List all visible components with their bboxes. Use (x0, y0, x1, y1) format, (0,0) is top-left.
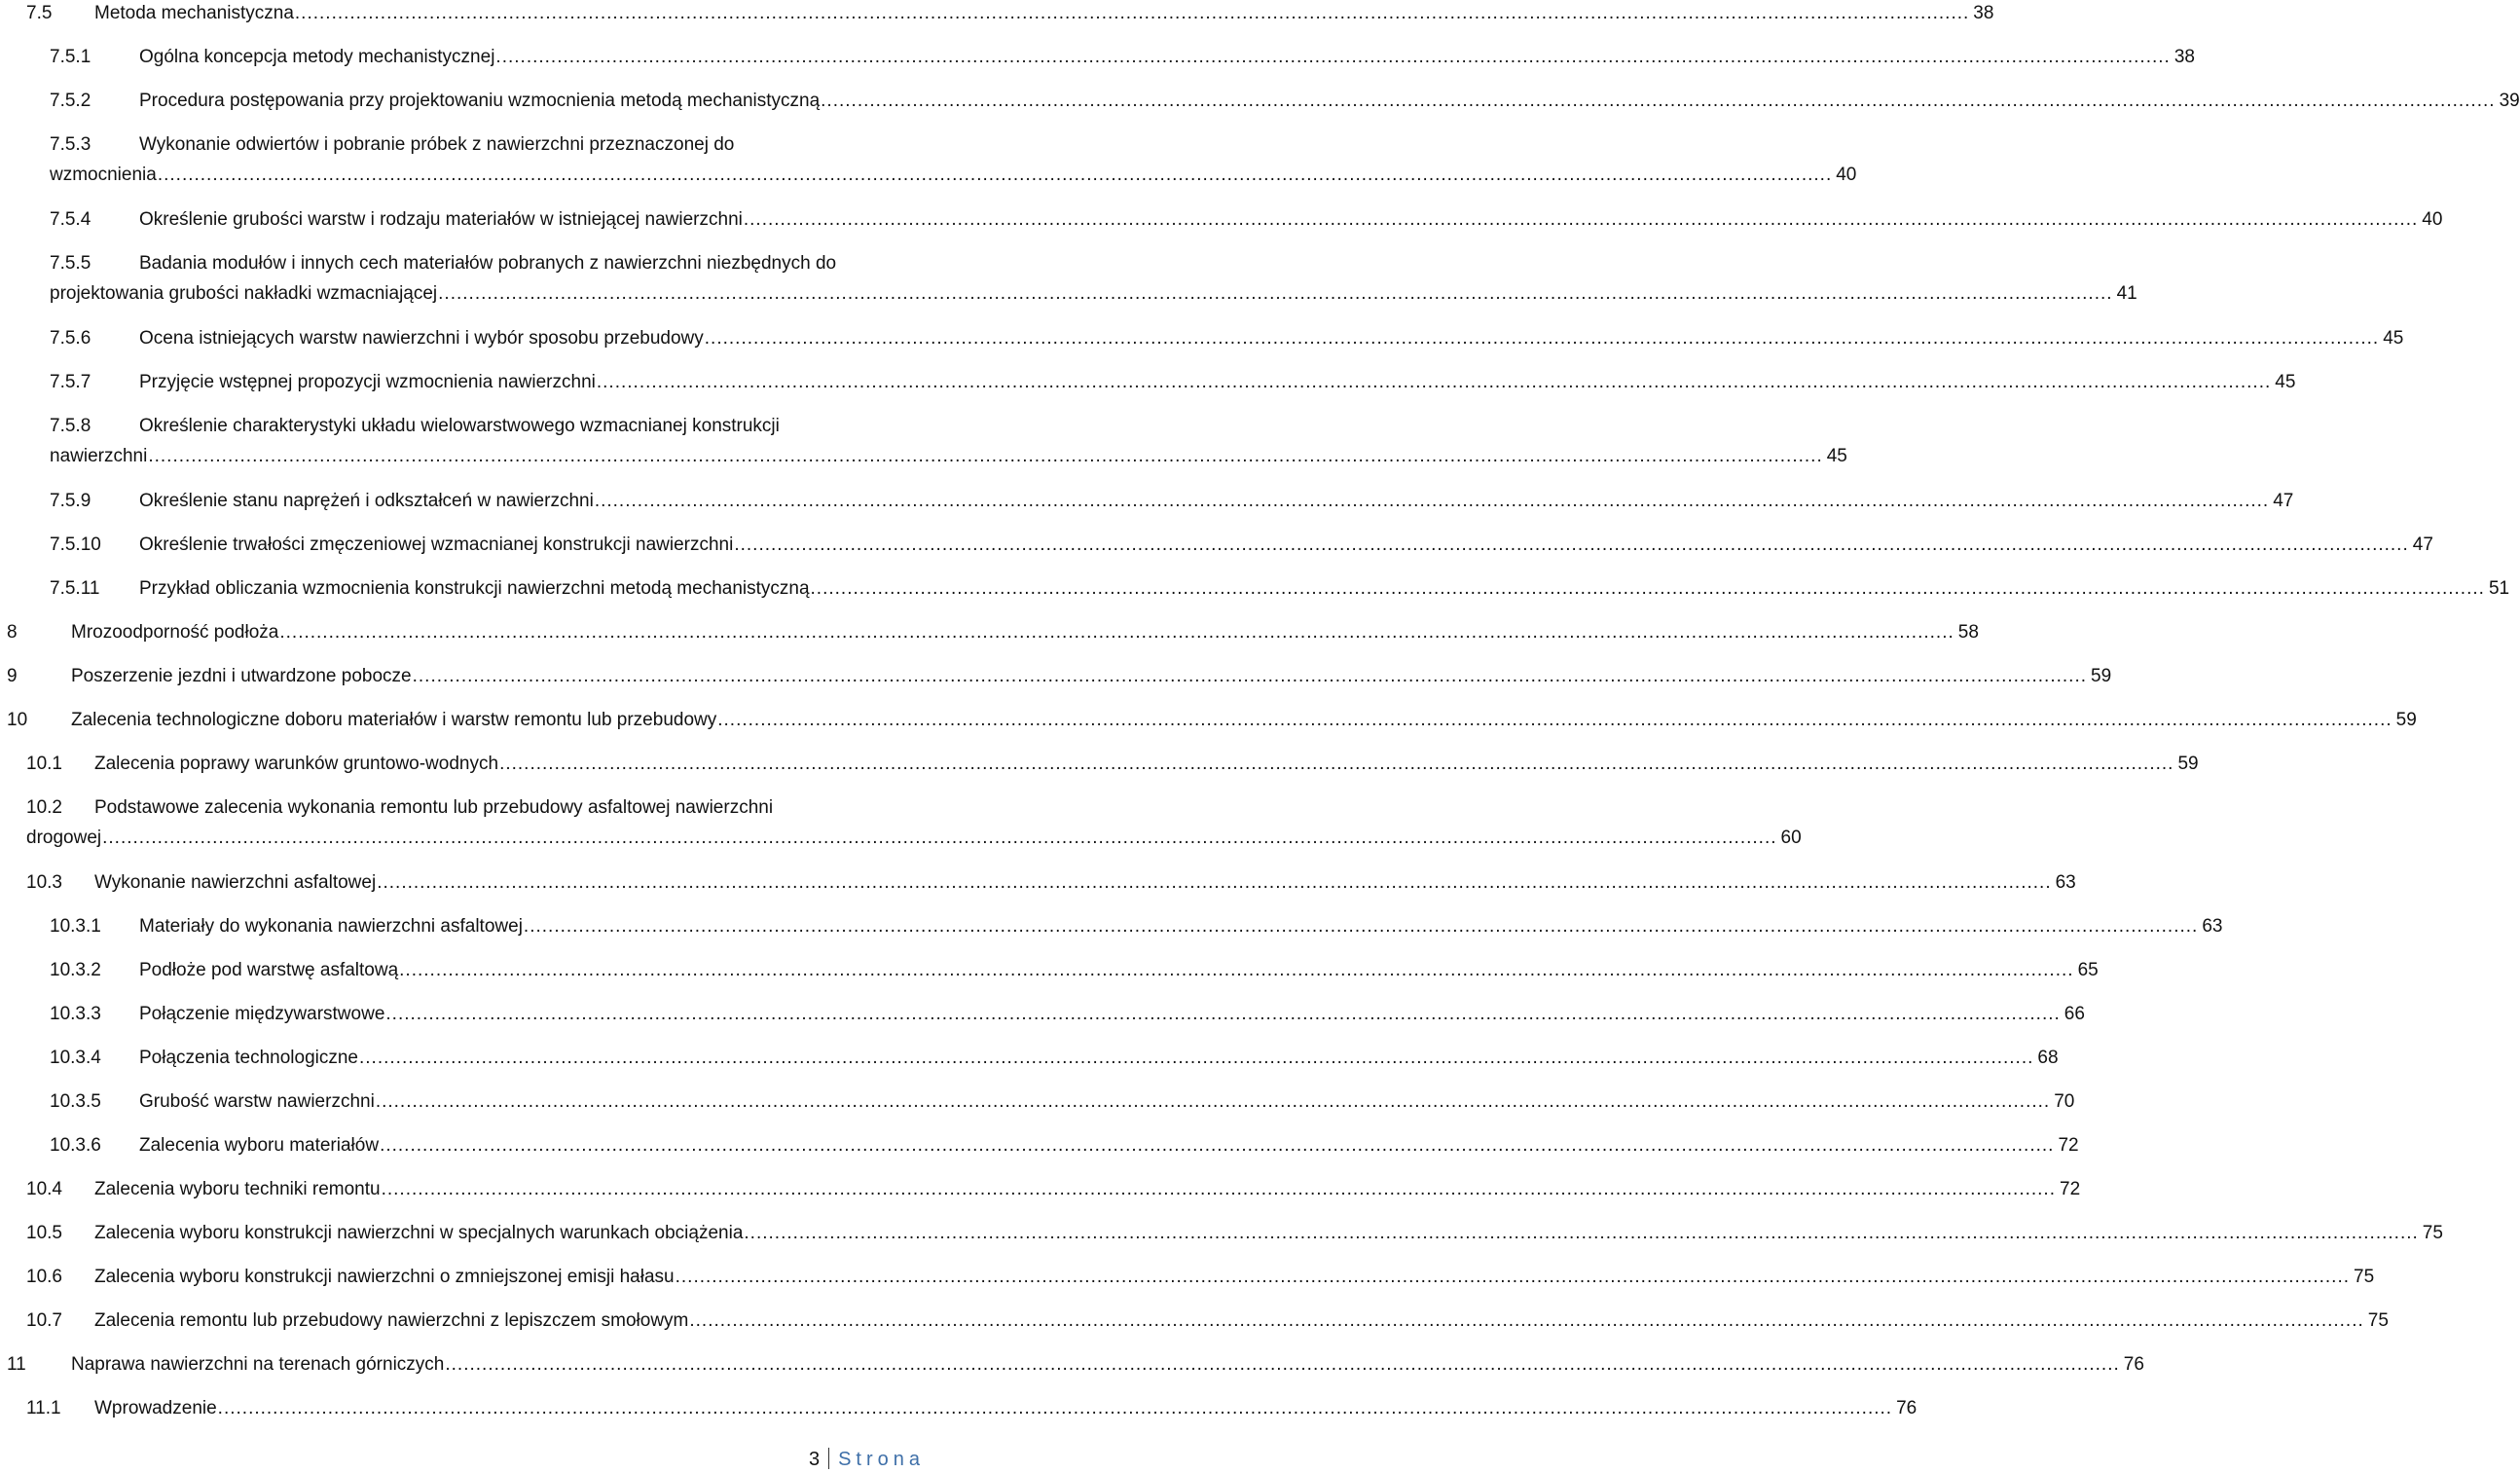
toc-entry-title: Zalecenia remontu lub przebudowy nawierzchni z lepiszczem smołowym (94, 1310, 689, 1331)
toc-dot-leader (399, 959, 2073, 982)
toc-entry-page: 38 (1973, 3, 1994, 23)
toc-entry-title: Wykonanie nawierzchni asfaltowej (94, 872, 377, 893)
toc-dot-leader (102, 827, 1776, 850)
toc-entry-title-continuation: wzmocnienia (50, 165, 157, 185)
toc-dot-leader (380, 1134, 2054, 1158)
toc-entry-title: Zalecenia wyboru konstrukcji nawierzchni w specjalnych warunkach obciążenia (94, 1223, 744, 1243)
toc-entry-number: 10.3 (26, 872, 62, 893)
toc-entry-title: Zalecenia poprawy warunków gruntowo-wodnych (94, 754, 499, 774)
toc-entry-page: 65 (2077, 960, 2099, 980)
toc-dot-leader (597, 371, 2271, 394)
toc-entry-title: Zalecenia wyboru konstrukcji nawierzchni o zmniejszonej emisji hałasu (94, 1267, 675, 1287)
toc-entry-page: 75 (2367, 1310, 2389, 1331)
toc-entry-number: 10.3.4 (50, 1048, 101, 1068)
toc-entry-page: 39 (2499, 91, 2520, 111)
toc-entry-page: 75 (2422, 1223, 2443, 1243)
page-footer (809, 1447, 925, 1472)
toc-entry-title: Podstawowe zalecenia wykonania remontu lub przebudowy asfaltowej nawierzchni (94, 797, 774, 818)
toc-entry-page: 76 (1896, 1398, 1917, 1418)
toc-dot-leader (717, 709, 2392, 732)
toc-entry-page: 59 (2091, 666, 2112, 686)
toc-dot-leader (413, 665, 2087, 688)
toc-entry-title: Ocena istniejących warstw nawierzchni i wybór sposobu przebudowy (139, 328, 704, 349)
toc-entry-number: 11.1 (26, 1398, 61, 1418)
footer-label: Strona (838, 1449, 925, 1470)
toc-entry-number: 10.5 (26, 1223, 62, 1243)
toc-entry-title-continuation: drogowej (26, 828, 102, 848)
toc-entry-page: 47 (2412, 534, 2433, 555)
toc-entry-number: 10.2 (26, 797, 62, 818)
toc-entry-number: 10.3.5 (50, 1091, 101, 1112)
toc-entry-title: Połączenie międzywarstwowe (139, 1004, 385, 1024)
toc-dot-leader (595, 490, 2269, 513)
toc-entry-number: 10.4 (26, 1179, 62, 1199)
toc-entry-title: Podłoże pod warstwę asfaltową (139, 960, 399, 980)
toc-entry-number: 7.5.6 (50, 328, 91, 349)
toc-entry-number: 7.5.7 (50, 372, 91, 392)
toc-entry-title: Wykonanie odwiertów i pobranie próbek z nawierzchni przeznaczonej do (139, 134, 735, 155)
toc-dot-leader (158, 164, 1832, 187)
toc-dot-leader (376, 1090, 2050, 1114)
toc-dot-leader (689, 1309, 2363, 1333)
toc-entry-page: 59 (2395, 710, 2417, 730)
toc-entry-number: 9 (7, 666, 18, 686)
toc-entry-number: 10.3.3 (50, 1004, 101, 1024)
toc-dot-leader (218, 1397, 1892, 1420)
toc-entry-title: Wprowadzenie (94, 1398, 217, 1418)
toc-entry-title: Procedura postępowania przy projektowaniu wzmocnienia metodą mechanistyczną (139, 91, 821, 111)
toc-entry-page: 72 (2060, 1179, 2081, 1199)
toc-entry-title: Określenie grubości warstw i rodzaju materiałów w istniejącej nawierzchni (139, 209, 743, 230)
toc-dot-leader (359, 1047, 2033, 1070)
toc-entry-number: 7.5.9 (50, 491, 91, 511)
toc-entry-title: Naprawa nawierzchni na terenach górniczych (71, 1354, 445, 1375)
toc-entry-title-continuation: projektowania grubości nakładki wzmacniającej (50, 283, 438, 304)
footer-separator (828, 1448, 829, 1469)
toc-dot-leader (445, 1353, 2119, 1377)
toc-dot-leader (744, 208, 2418, 232)
toc-entry-number: 10.3.6 (50, 1135, 101, 1156)
toc-entry-number: 10.3.1 (50, 916, 101, 937)
toc-entry-title: Badania modułów i innych cech materiałów pobranych z nawierzchni niezbędnych do (139, 253, 837, 274)
toc-entry-number: 7.5.1 (50, 47, 91, 67)
toc-dot-leader (295, 2, 1969, 25)
toc-dot-leader (821, 90, 2495, 113)
toc-entry-title: Określenie charakterystyki układu wielowarstwowego wzmacnianej konstrukcji (139, 416, 780, 436)
toc-entry-number: 10.6 (26, 1267, 62, 1287)
toc-entry-title: Ogólna koncepcja metody mechanistycznej (139, 47, 495, 67)
toc-dot-leader (385, 1003, 2060, 1026)
toc-entry-page: 51 (2488, 578, 2510, 599)
toc-entry-title: Metoda mechanistyczna (94, 3, 294, 23)
toc-entry-number: 10.1 (26, 754, 62, 774)
toc-entry-title: Zalecenia wyboru materiałów (139, 1135, 380, 1156)
toc-dot-leader (676, 1266, 2350, 1289)
toc-entry-page: 60 (1780, 828, 1802, 848)
toc-entry-title: Określenie stanu naprężeń i odkształceń w nawierzchni (139, 491, 594, 511)
toc-entry-page: 68 (2037, 1048, 2059, 1068)
toc-entry-page: 59 (2177, 754, 2199, 774)
toc-entry-page: 45 (2275, 372, 2296, 392)
toc-entry-number: 10.3.2 (50, 960, 101, 980)
toc-entry-page: 58 (1957, 622, 1979, 643)
toc-entry-number: 7.5.3 (50, 134, 91, 155)
toc-entry-number: 7.5.11 (50, 578, 100, 599)
toc-dot-leader (705, 327, 2379, 350)
toc-entry-number: 7.5.2 (50, 91, 91, 111)
toc-dot-leader (279, 621, 1954, 644)
toc-dot-leader (148, 445, 1822, 468)
toc-dot-leader (438, 282, 2112, 306)
toc-entry-page: 45 (1826, 446, 1847, 466)
toc-entry-number: 8 (7, 622, 18, 643)
toc-entry-number: 10 (7, 710, 28, 730)
toc-entry-title: Przykład obliczania wzmocnienia konstrukcji nawierzchni metodą mechanistyczną (139, 578, 810, 599)
toc-dot-leader (744, 1222, 2418, 1245)
toc-entry-page: 63 (2055, 872, 2076, 893)
toc-entry-title: Zalecenia technologiczne doboru materiałów i warstw remontu lub przebudowy (71, 710, 717, 730)
toc-entry-number: 7.5 (26, 3, 53, 23)
toc-entry-title-continuation: nawierzchni (50, 446, 148, 466)
toc-entry-number: 7.5.4 (50, 209, 91, 230)
toc-entry-title: Grubość warstw nawierzchni (139, 1091, 375, 1112)
toc-dot-leader (495, 46, 2170, 69)
toc-entry-page: 47 (2273, 491, 2294, 511)
toc-entry-page: 72 (2058, 1135, 2079, 1156)
toc-entry-page: 66 (2063, 1004, 2085, 1024)
toc-entry-page: 45 (2383, 328, 2404, 349)
toc-dot-leader (811, 577, 2485, 601)
toc-entry-page: 41 (2116, 283, 2137, 304)
toc-entry-title: Poszerzenie jezdni i utwardzone pobocze (71, 666, 412, 686)
toc-dot-leader (382, 1178, 2056, 1201)
toc-entry-number: 10.7 (26, 1310, 62, 1331)
toc-entry-title: Materiały do wykonania nawierzchni asfaltowej (139, 916, 523, 937)
toc-entry-page: 76 (2123, 1354, 2144, 1375)
toc-dot-leader (734, 534, 2408, 557)
toc-entry-page: 40 (2422, 209, 2443, 230)
toc-entry-number: 7.5.10 (50, 534, 101, 555)
toc-entry-title: Mrozoodporność podłoża (71, 622, 279, 643)
toc-dot-leader (499, 753, 2173, 776)
footer-page-number: 3 (808, 1449, 821, 1470)
toc-entry-page: 75 (2354, 1267, 2375, 1287)
toc-entry-page: 63 (2202, 916, 2223, 937)
toc-entry-title: Określenie trwałości zmęczeniowej wzmacnianej konstrukcji nawierzchni (139, 534, 734, 555)
toc-entry-number: 7.5.5 (50, 253, 91, 274)
toc-dot-leader (377, 871, 2051, 895)
toc-entry-page: 38 (2173, 47, 2195, 67)
toc-entry-page: 70 (2054, 1091, 2075, 1112)
toc-entry-title: Przyjęcie wstępnej propozycji wzmocnienia nawierzchni (139, 372, 596, 392)
toc-entry-number: 11 (7, 1354, 26, 1375)
toc-entry-title: Zalecenia wyboru techniki remontu (94, 1179, 381, 1199)
toc-entry-number: 7.5.8 (50, 416, 91, 436)
toc-entry-title: Połączenia technologiczne (139, 1048, 358, 1068)
toc-entry-page: 40 (1836, 165, 1857, 185)
toc-dot-leader (524, 915, 2198, 939)
